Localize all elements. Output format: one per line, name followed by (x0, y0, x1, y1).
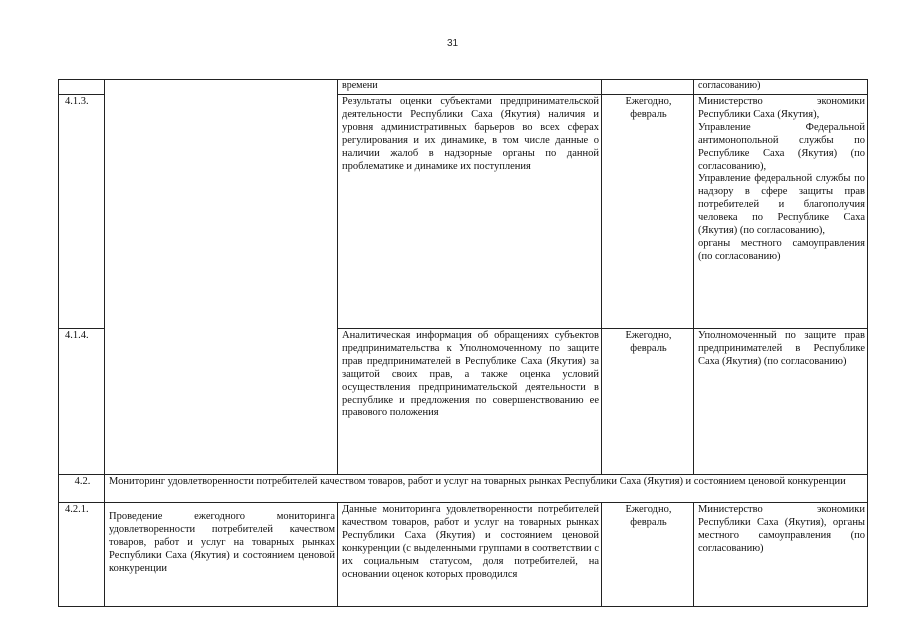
page-number: 31 (446, 38, 459, 49)
measures-table (58, 79, 868, 607)
cell-event-4-2-1: Проведение ежегодного мониторинга удовлетворенности потребителей качеством товаров, работ и услуг на товарных рынках Республики Саха (Якутия) и состоянием ценовой конкуренции (105, 503, 338, 607)
table-row-4-2 (59, 475, 868, 503)
cell-responsible-4-2-1: Министерство экономики Республики Саха (Якутия), органы местного самоуправления (по согласованию) (694, 503, 868, 607)
cell-num-4-2-1: 4.2.1. (59, 503, 105, 607)
cell-term-4-2-1: Ежегодно, февраль (602, 503, 694, 607)
cell-num-empty (59, 80, 105, 95)
cell-term-4-1-3: Ежегодно, февраль (602, 95, 694, 329)
cell-section-title-4-2: Мониторинг удовлетворенности потребителей качеством товаров, работ и услуг на товарных рынках Республики Саха (Якутия) и состоянием ценовой конкуренции (105, 475, 868, 503)
cell-result-continuation: времени (338, 80, 602, 95)
cell-result-4-2-1: Данные мониторинга удовлетворенности потребителей качеством товаров, работ и услуг на товарных рынках Республики Саха (Якутия) и состоянием ценовой конкуренции (с выделенными группами в соответствии с их социальным статусом, доля потребителей, на основании оценок которых проводился (338, 503, 602, 607)
cell-merged-empty (105, 80, 338, 475)
cell-result-4-1-3: Результаты оценки субъектами предпринимательской деятельности Республики Саха (Якутия) наличия и уровня административных барьеров во всех сферах регулирования и их динамике, в том числе данные о наличии жалоб в надзорные органы по данной проблематике и динамике их поступления (338, 95, 602, 329)
table-row-continuation (59, 80, 868, 95)
cell-num-4-1-3: 4.1.3. (59, 95, 105, 329)
responsible-item: Управление федеральной службы по надзору в сфере защиты прав потребителей и благополучия человека по Республике Саха (Якутия) (по согласованию), (698, 173, 865, 237)
responsible-item: Управление Федеральной антимонопольной службы по Республике Саха (Якутия) (по согласованию), (698, 121, 865, 172)
responsible-item: Министерство экономики Республики Саха (Якутия), (698, 96, 865, 120)
cell-result-4-1-4: Аналитическая информация об обращениях субъектов предпринимательства к Уполномоченному по защите прав предпринимателей в Республике Саха (Якутия) за защитой своих прав, а также оценка условий осуществления предпринимательской деятельности в республике и предложения по совершенствованию ее правового положения (338, 329, 602, 475)
cell-num-4-1-4: 4.1.4. (59, 329, 105, 475)
cell-responsible-continuation: согласованию) (694, 80, 868, 95)
cell-num-4-2: 4.2. (59, 475, 105, 503)
cell-responsible-4-1-4: Уполномоченный по защите прав предпринимателей в Республике Саха (Якутия) (по согласованию) (694, 329, 868, 475)
cell-term-4-1-4: Ежегодно, февраль (602, 329, 694, 475)
cell-responsible-4-1-3 (694, 95, 868, 329)
cell-term-empty (602, 80, 694, 95)
table-row-4-2-1 (59, 503, 868, 607)
responsible-item: органы местного самоуправления (по согласованию) (698, 237, 865, 262)
